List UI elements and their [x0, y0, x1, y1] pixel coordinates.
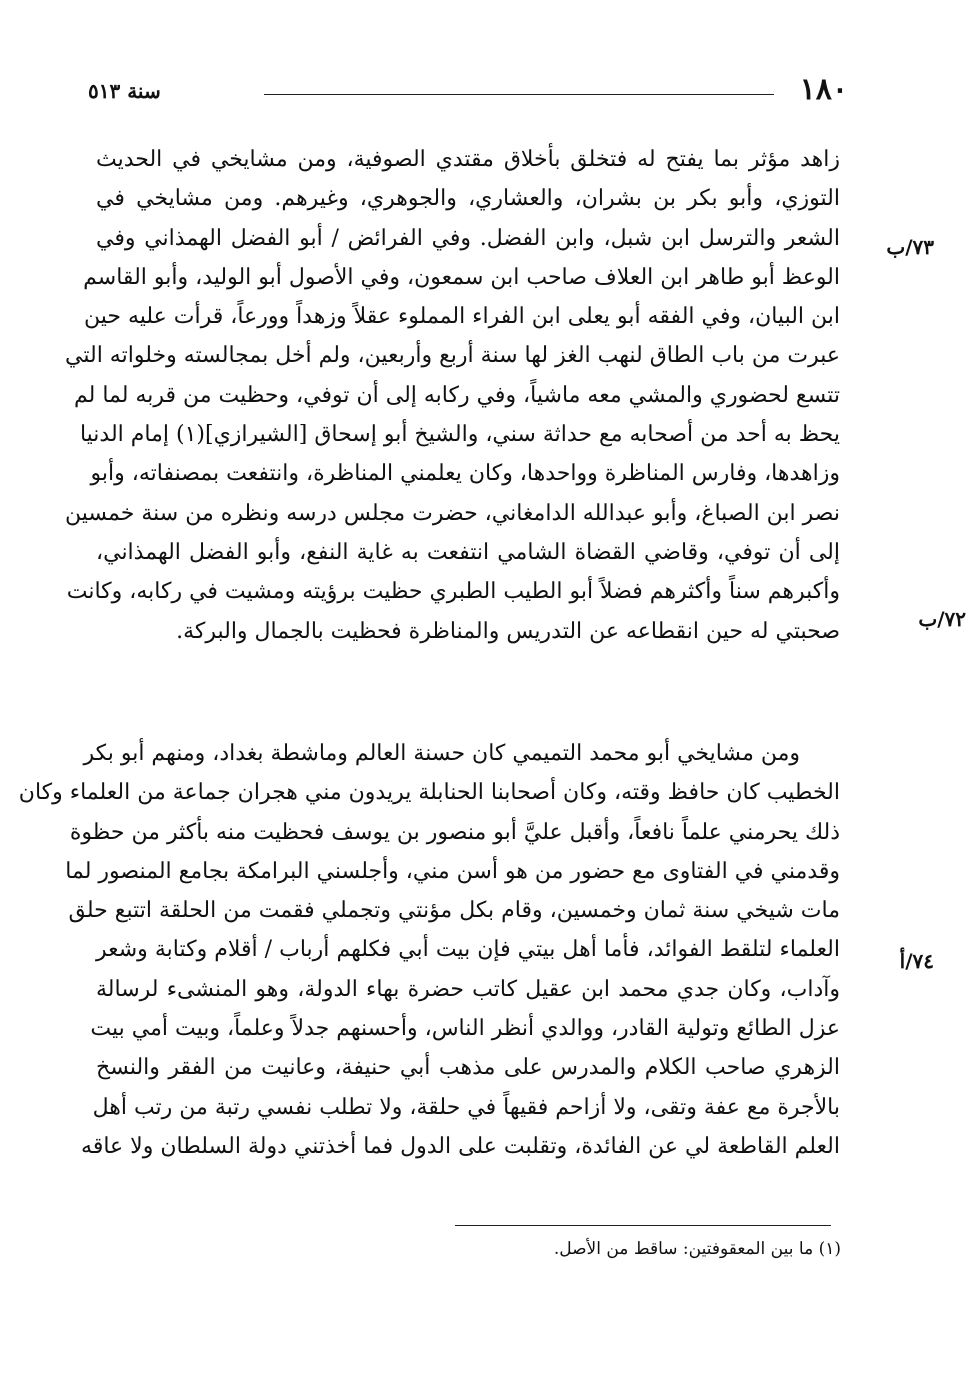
text-line: عزل الطائع وتولية القادر، ووالدي أنظر الناس، وأحسنهم جدلاً وعلماً، وبيت أمي بيت	[90, 1016, 840, 1042]
text-line: وأكبرهم سناً وأكثرهم فضلاً أبو الطيب الطبري حظيت برؤيته ومشيت في ركابه، وكانت	[66, 579, 840, 605]
text-line: عبرت من باب الطاق لنهب الغز لها سنة أربع وأربعين، ولم أخل بمجالسته وخلواته التي	[65, 343, 840, 369]
text-line: صحبتي له حين انقطاعه عن التدريس والمناظرة فحظيت بالجمال والبركة.	[176, 618, 840, 644]
margin-folio-73b: ٧٣/ب	[886, 235, 934, 259]
text-line: الشعر والترسل ابن شبل، وابن الفضل. وفي الفرائض / أبو الفضل الهمذاني وفي	[96, 225, 840, 251]
text-line: زاهد مؤثر بما يفتح له فتخلق بأخلاق مقتدي الصوفية، ومن مشايخي في الحديث	[96, 147, 840, 172]
footnote: (١) ما بين المعقوفتين: ساقط من الأصل.	[553, 1239, 841, 1259]
paragraph-1	[65, 140, 840, 651]
text-line: التوزي، وأبو بكر بن بشران، والعشاري، والجوهري، وغيرهم. ومن مشايخي في	[96, 186, 840, 212]
paragraph-2	[18, 734, 840, 1166]
running-head-year: سنة ٥١٣	[88, 79, 161, 103]
footnote-rule	[455, 1225, 831, 1226]
page-number: ١٨٠	[799, 72, 848, 107]
text-line: ذلك يحرمني علماً نافعاً، وأقبل عليَّ أبو منصور بن يوسف فحظيت منه بأكثر من حظوة	[69, 819, 840, 845]
margin-folio-72b: ٧٢/ب	[918, 607, 966, 631]
text-line: الخطيب كان حافظ وقته، وكان أصحابنا الحنابلة يريدون مني هجران جماعة من العلماء وكان	[18, 780, 840, 806]
text-line: الزهري صاحب الكلام والمدرس على مذهب أبي حنيفة، وعانيت من الفقر والنسخ	[96, 1055, 840, 1081]
text-line: ومن مشايخي أبو محمد التميمي كان حسنة العالم وماشطة بغداد، ومنهم أبو بكر	[83, 741, 800, 766]
page-header	[88, 72, 848, 112]
text-line: وقدمني في الفتاوى مع حضور من هو أسن مني، وأجلسني البرامكة بجامع المنصور لما	[65, 858, 840, 884]
text-line: تتسع لحضوري والمشي معه ماشياً، وفي ركابه إلى أن توفي، وحظيت من قربه لما لم	[73, 382, 840, 408]
text-line: وزاهدها، وفارس المناظرة وواحدها، وكان يعلمني المناظرة، وانتفعت بمصنفاته، وأبو	[90, 461, 840, 487]
text-line: إلى أن توفي، وقاضي القضاة الشامي انتفعت به غاية النفع، وأبو الفضل الهمذاني،	[96, 539, 840, 565]
text-line: وآداب، وكان جدي محمد ابن عقيل كاتب حضرة بهاء الدولة، وهو المنشىء لرسالة	[96, 976, 840, 1002]
text-line: العلماء لتلقط الفوائد، فأما أهل بيتي فإن بيت أبي فكلهم أرباب / أقلام وكتابة وشعر	[96, 937, 840, 963]
text-line: مات شيخي سنة ثمان وخمسين، وقام بكل مؤنتي وتجملي فقمت من الحلقة اتتبع حلق	[68, 898, 840, 924]
text-line: الوعظ أبو طاهر ابن العلاف صاحب ابن سمعون، وفي الأصول أبو الوليد، وأبو القاسم	[83, 264, 840, 290]
text-line: يحظ به أحد من أصحابه مع حداثة سني، والشيخ أبو إسحاق [الشيرازي](١) إمام الدنيا	[79, 422, 840, 448]
text-line: ابن البيان، وفي الفقه أبو يعلى ابن الفراء المملوء عقلاً وزهداً وورعاً، قرأت عليه حين	[83, 304, 840, 330]
header-rule	[264, 94, 774, 95]
text-line: نصر ابن الصباغ، وأبو عبدالله الدامغاني، حضرت مجلس درسه ونظره من سنة خمسين	[65, 500, 840, 526]
text-line: بالأجرة مع عفة وتقى، ولا أزاحم فقيهاً في حلقة، ولا تطلب نفسي رتبة من رتب أهل	[92, 1094, 840, 1120]
text-line: العلم القاطعة لي عن الفائدة، وتقلبت على الدول فما أخذتني دولة السلطان ولا عاقه	[81, 1133, 840, 1159]
margin-folio-74a: ٧٤/أ	[899, 949, 934, 973]
